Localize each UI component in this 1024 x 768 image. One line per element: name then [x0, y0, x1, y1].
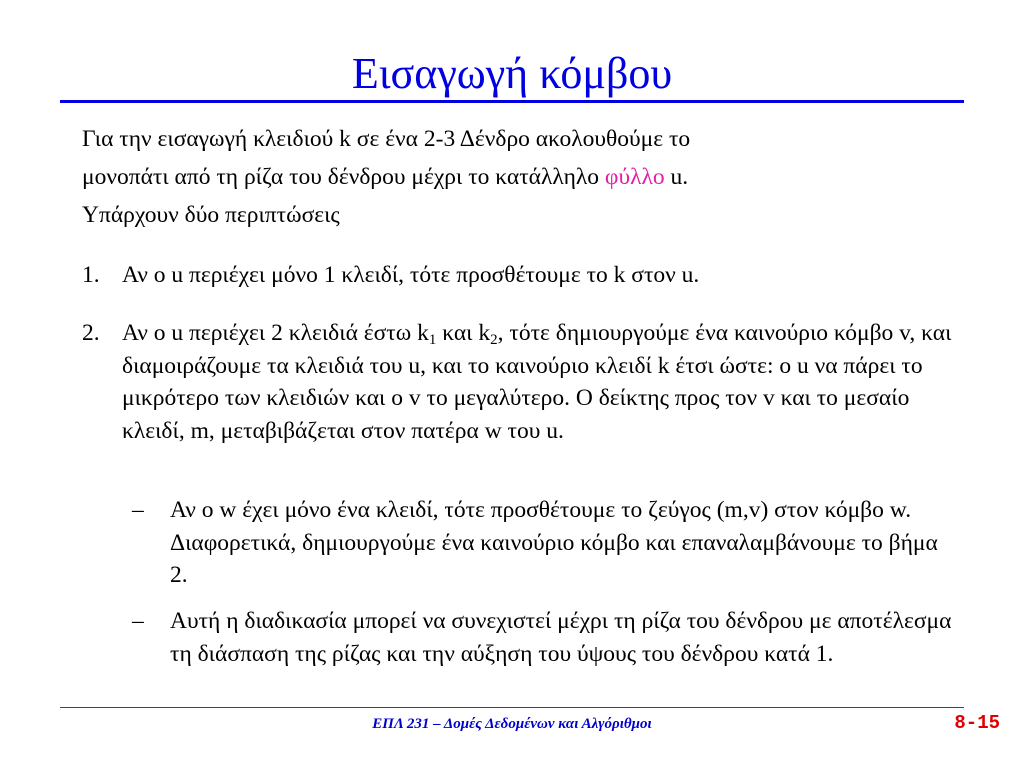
subscript-2: 2 [490, 332, 498, 348]
list-text-2c: , τότε δημιουργούμε ένα καινούριο κόμβο v, και διαμοιράζουμε τα κλειδιά του u, και το καινούριο κλειδί k έτσι ώστε: ο u να πάρει το μικρότερο των κλειδιών και ο v το μεγαλύτερο. Ο δείκτης προς τον v και το μεσαίο κλειδί, m, μεταβιβάζεται στον πατέρα w του u. [122, 320, 952, 444]
intro-line-3: Υπάρχουν δύο περιπτώσεις [82, 202, 340, 228]
intro-line-1: Για την εισαγωγή κλειδιού k σε ένα 2-3 Δένδρο ακολουθούμε το [82, 126, 691, 152]
footer-divider [60, 707, 964, 708]
list-item-2 [82, 317, 952, 447]
list-text-2a: Αν ο u περιέχει 2 κλειδιά έστω k [122, 320, 429, 346]
list-text-2b: και k [436, 320, 491, 346]
intro-line-2 [82, 158, 962, 196]
subscript-1: 1 [428, 332, 437, 348]
title-divider [60, 100, 964, 103]
list-item-1 [82, 259, 952, 292]
dash-bullet-1: – [132, 497, 144, 523]
page-number: 8-15 [954, 712, 1000, 734]
highlight-leaf-term: φύλλο [604, 164, 665, 190]
intro-paragraph [82, 120, 962, 234]
list-number-1: 1. [82, 262, 100, 288]
sub-text-2: Αυτή η διαδικασία μπορεί να συνεχιστεί μέχρι τη ρίζα του δένδρου με αποτέλεσμα τη διάσπαση της ρίζας και την αύξηση του ύψους του δένδρου κατά 1. [170, 608, 952, 667]
intro-line-2-text: μονοπάτι από τη ρίζα του δένδρου μέχρι το κατάλληλο [82, 164, 605, 190]
intro-line-2-end: u. [664, 164, 689, 190]
slide-title: Εισαγωγή κόμβου [351, 49, 673, 98]
list-text-1: Αν ο u περιέχει μόνο 1 κλειδί, τότε προσθέτουμε το k στον u. [122, 262, 700, 288]
list-number-2: 2. [82, 320, 100, 346]
dash-bullet-2: – [132, 608, 144, 634]
sub-item-2 [122, 605, 952, 670]
footer-course-title: ΕΠΛ 231 – Δομές Δεδομένων και Αλγόριθμοι [372, 716, 652, 732]
sub-text-1: Αν ο w έχει μόνο ένα κλειδί, τότε προσθέτουμε το ζεύγος (m,v) στον κόμβο w. Διαφορετικά, δημιουργούμε ένα καινούριο κόμβο και επαναλαμβάνουμε το βήμα 2. [170, 497, 938, 588]
sub-item-1 [122, 494, 952, 592]
